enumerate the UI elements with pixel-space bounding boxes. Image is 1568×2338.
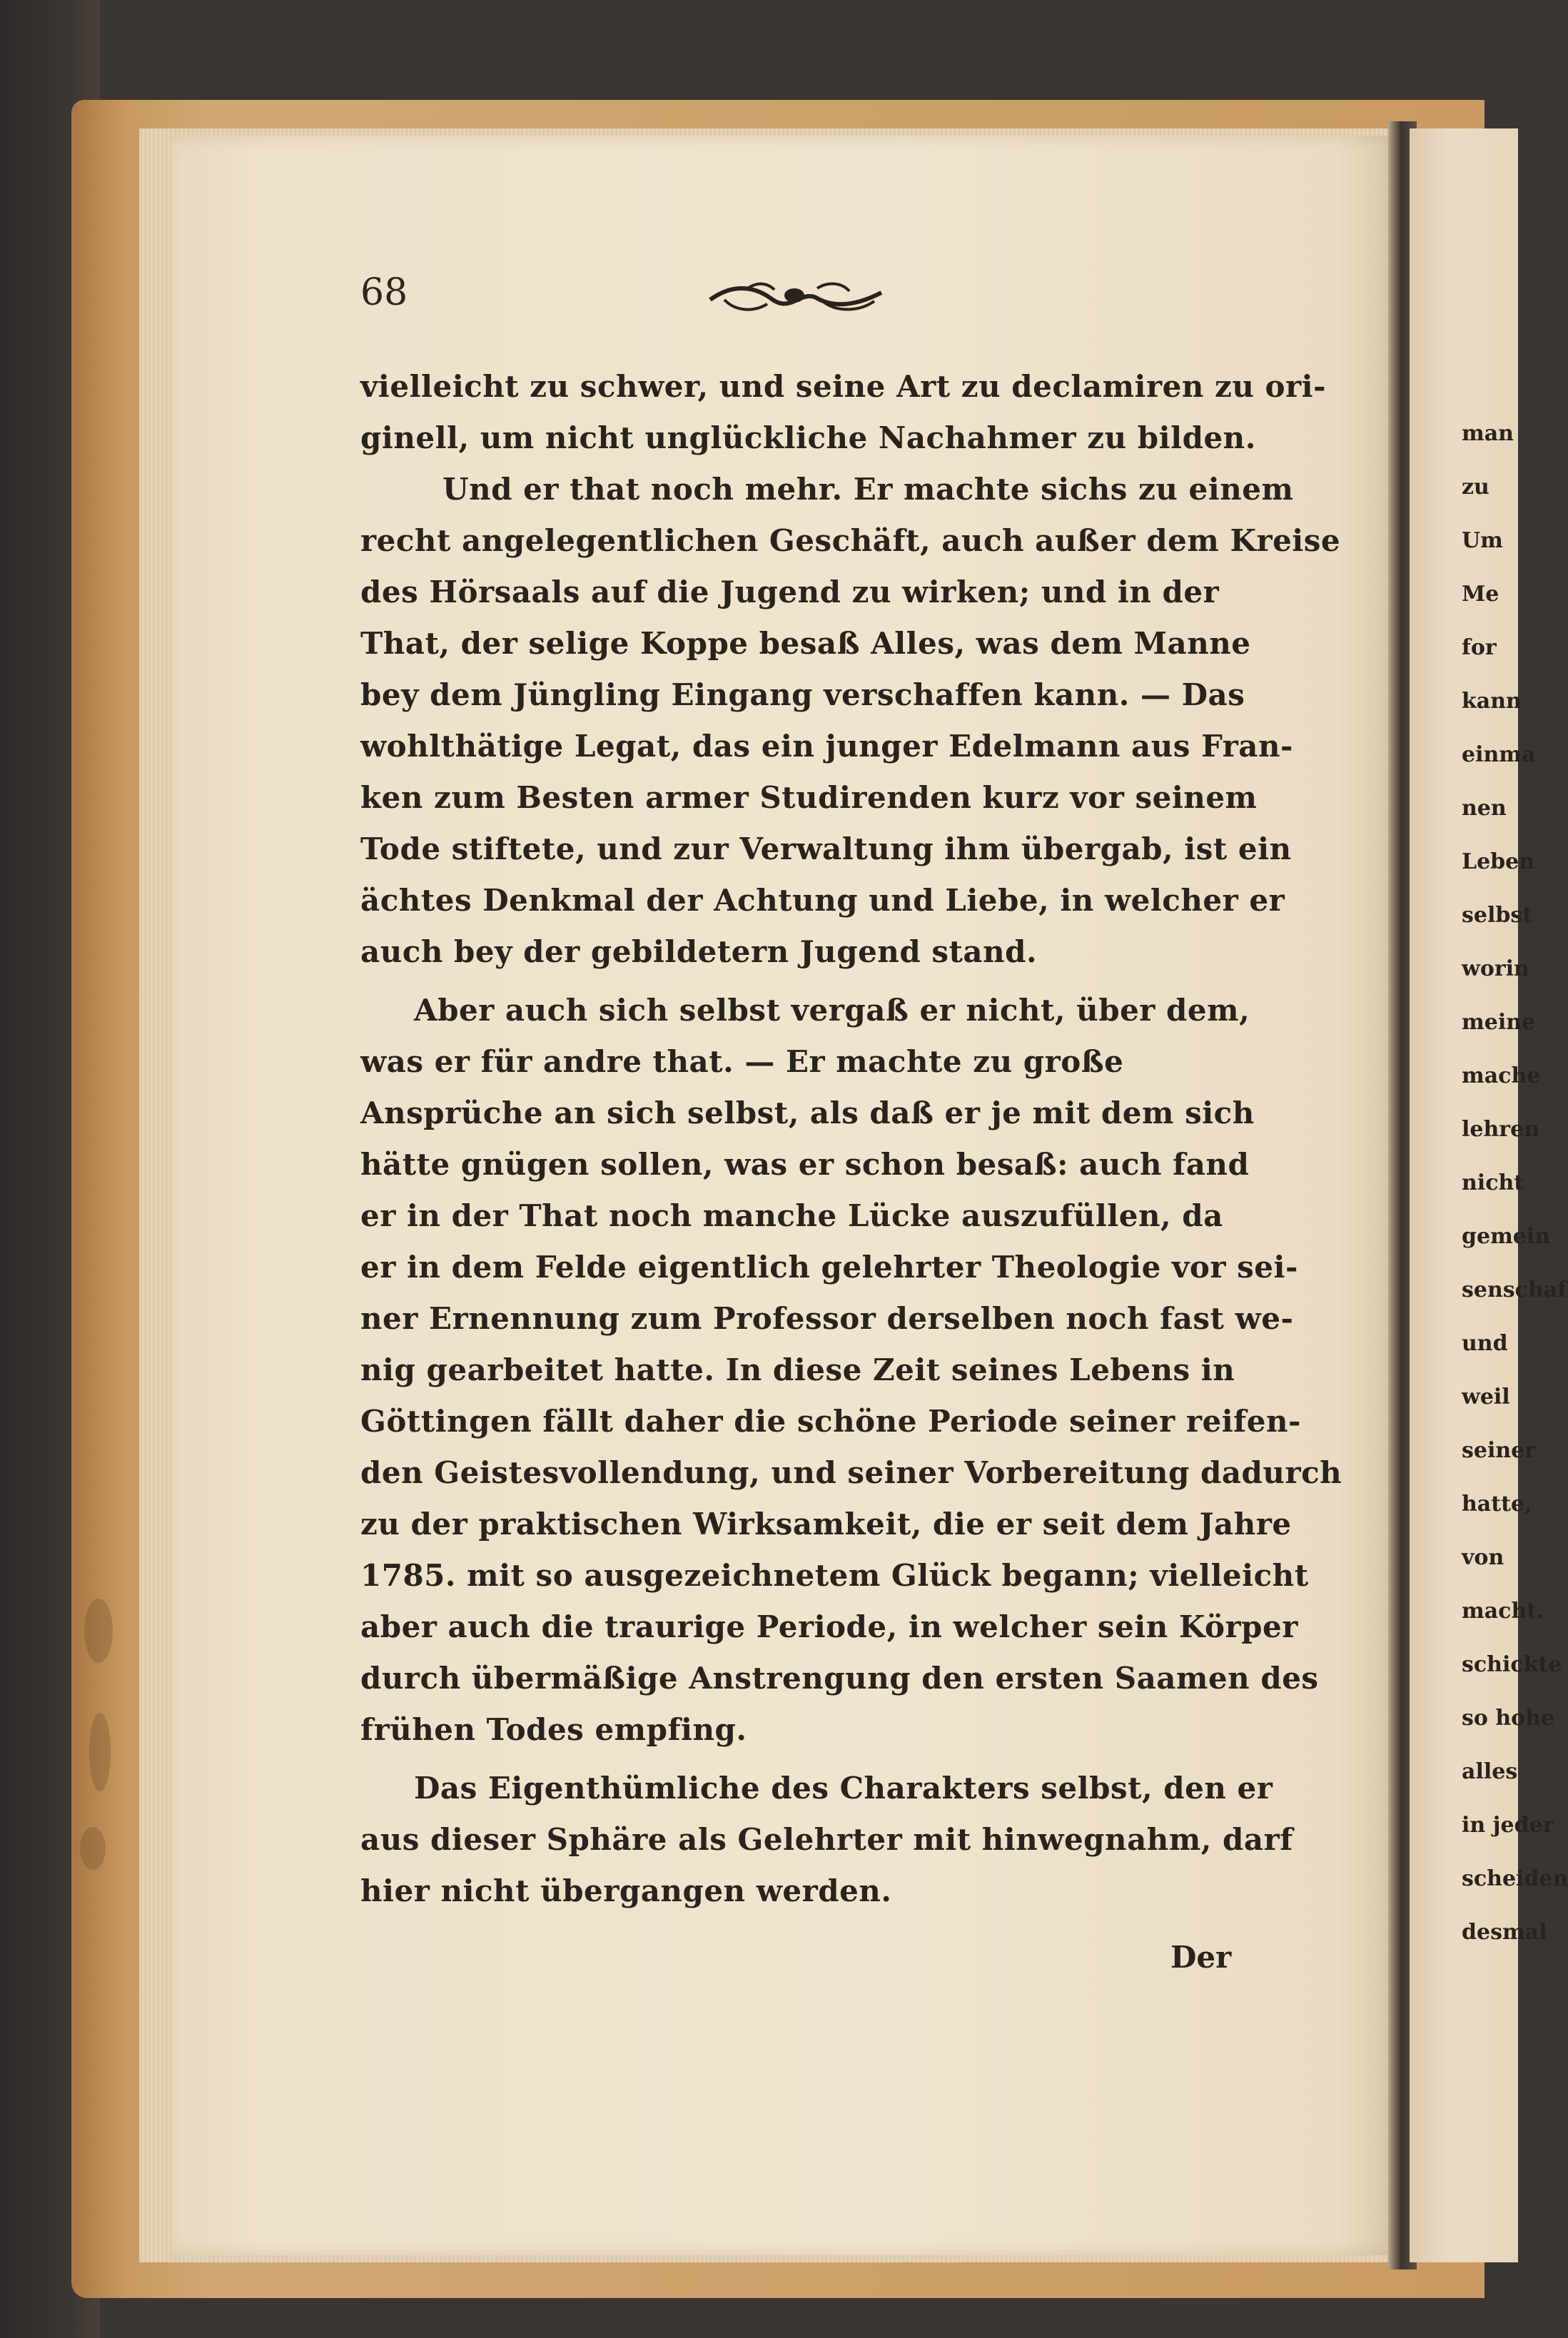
facing-fragment: man [1462,421,1514,446]
text-line: nig gearbeitet hatte. In diese Zeit seines Lebens in [360,1352,1235,1387]
text-line: ginell, um nicht unglückliche Nachahmer zu bilden. [360,420,1256,455]
text-line: hier nicht übergangen werden. [360,1873,892,1908]
text-line: Das Eigenthümliche des Charakters selbst, den er [414,1771,1273,1806]
facing-fragment: kann [1462,689,1522,714]
text-line: Göttingen fällt daher die schöne Periode seiner reifen- [360,1404,1301,1439]
text-line: aber auch die traurige Periode, in welcher sein Körper [360,1609,1298,1644]
text-line: 1785. mit so ausgezeichnetem Glück begann; vielleicht [360,1558,1309,1593]
facing-fragment: hatte, [1462,1492,1532,1517]
facing-fragment: macht. [1462,1599,1544,1624]
text-line: durch übermäßige Anstrengung den ersten Saamen des [360,1661,1319,1696]
text-line: den Geistesvollendung, und seiner Vorbereitung dadurch [360,1455,1342,1490]
facing-fragment: selbst [1462,903,1533,928]
cover-stain [84,1599,113,1663]
text-line: hätte gnügen sollen, was er schon besaß: auch fand [360,1147,1250,1182]
text-line: frühen Todes empfing. [360,1712,747,1747]
text-line: er in der That noch manche Lücke auszufüllen, da [360,1198,1223,1233]
facing-fragment: in jeder [1462,1813,1554,1838]
facing-fragment: desmal [1462,1920,1547,1945]
facing-fragment: nicht [1462,1170,1524,1195]
facing-fragment: von [1462,1545,1504,1570]
text-line: Ansprüche an sich selbst, als daß er je mit dem sich [360,1095,1255,1130]
text-line: wohlthätige Legat, das ein junger Edelmann aus Fran- [360,729,1293,764]
facing-fragment: senschaf [1462,1277,1567,1302]
facing-fragment: weil [1462,1385,1510,1410]
text-line: ner Ernennung zum Professor derselben noch fast we- [360,1301,1294,1336]
facing-fragment: gemein [1462,1224,1551,1249]
facing-fragment: meine [1462,1010,1536,1035]
text-line: Tode stiftete, und zur Verwaltung ihm übergab, ist ein [360,831,1292,866]
facing-fragment: Me [1462,582,1499,607]
facing-fragment: und [1462,1331,1508,1356]
text-line: des Hörsaals auf die Jugend zu wirken; und in der [360,575,1220,609]
catchword: Der [1170,1940,1232,1975]
facing-fragment: worin [1462,956,1529,981]
cover-stain [80,1827,106,1870]
text-line: was er für andre that. — Er machte zu große [360,1044,1124,1079]
facing-fragment: Um [1462,528,1503,553]
facing-fragment: alles [1462,1759,1518,1784]
facing-fragment: nen [1462,796,1507,821]
facing-fragment: scheiden [1462,1866,1568,1891]
facing-fragment: einma [1462,742,1536,767]
text-line: er in dem Felde eigentlich gelehrter Theologie vor sei- [360,1250,1298,1285]
facing-fragment: lehren [1462,1117,1539,1142]
facing-fragment: so hohe [1462,1706,1555,1731]
facing-fragment: schickte [1462,1652,1562,1677]
vignette-ornament-icon [703,277,889,320]
text-line: ken zum Besten armer Studirenden kurz vor seinem [360,780,1258,815]
facing-fragment: zu [1462,475,1489,500]
text-line: zu der praktischen Wirksamkeit, die er seit dem Jahre [360,1507,1292,1542]
cover-stain [89,1713,111,1791]
text-line: Und er that noch mehr. Er machte sichs zu einem [442,472,1294,507]
facing-fragment: mache [1462,1063,1541,1088]
facing-fragment: seiner [1462,1438,1537,1463]
text-line: bey dem Jüngling Eingang verschaffen kann. — Das [360,677,1245,712]
facing-fragment: Leben [1462,849,1535,874]
text-line: auch bey der gebildetern Jugend stand. [360,934,1038,969]
text-line: aus dieser Sphäre als Gelehrter mit hinwegnahm, darf [360,1822,1293,1857]
text-line: ächtes Denkmal der Achtung und Liebe, in welcher er [360,883,1285,918]
facing-fragment: for [1462,635,1497,660]
page-number: 68 [360,271,408,314]
text-line: vielleicht zu schwer, und seine Art zu declamiren zu ori- [360,369,1327,404]
text-line: Aber auch sich selbst vergaß er nicht, über dem, [414,993,1250,1028]
text-line: That, der selige Koppe besaß Alles, was dem Manne [360,626,1251,661]
text-line: recht angelegentlichen Geschäft, auch außer dem Kreise [360,523,1341,558]
